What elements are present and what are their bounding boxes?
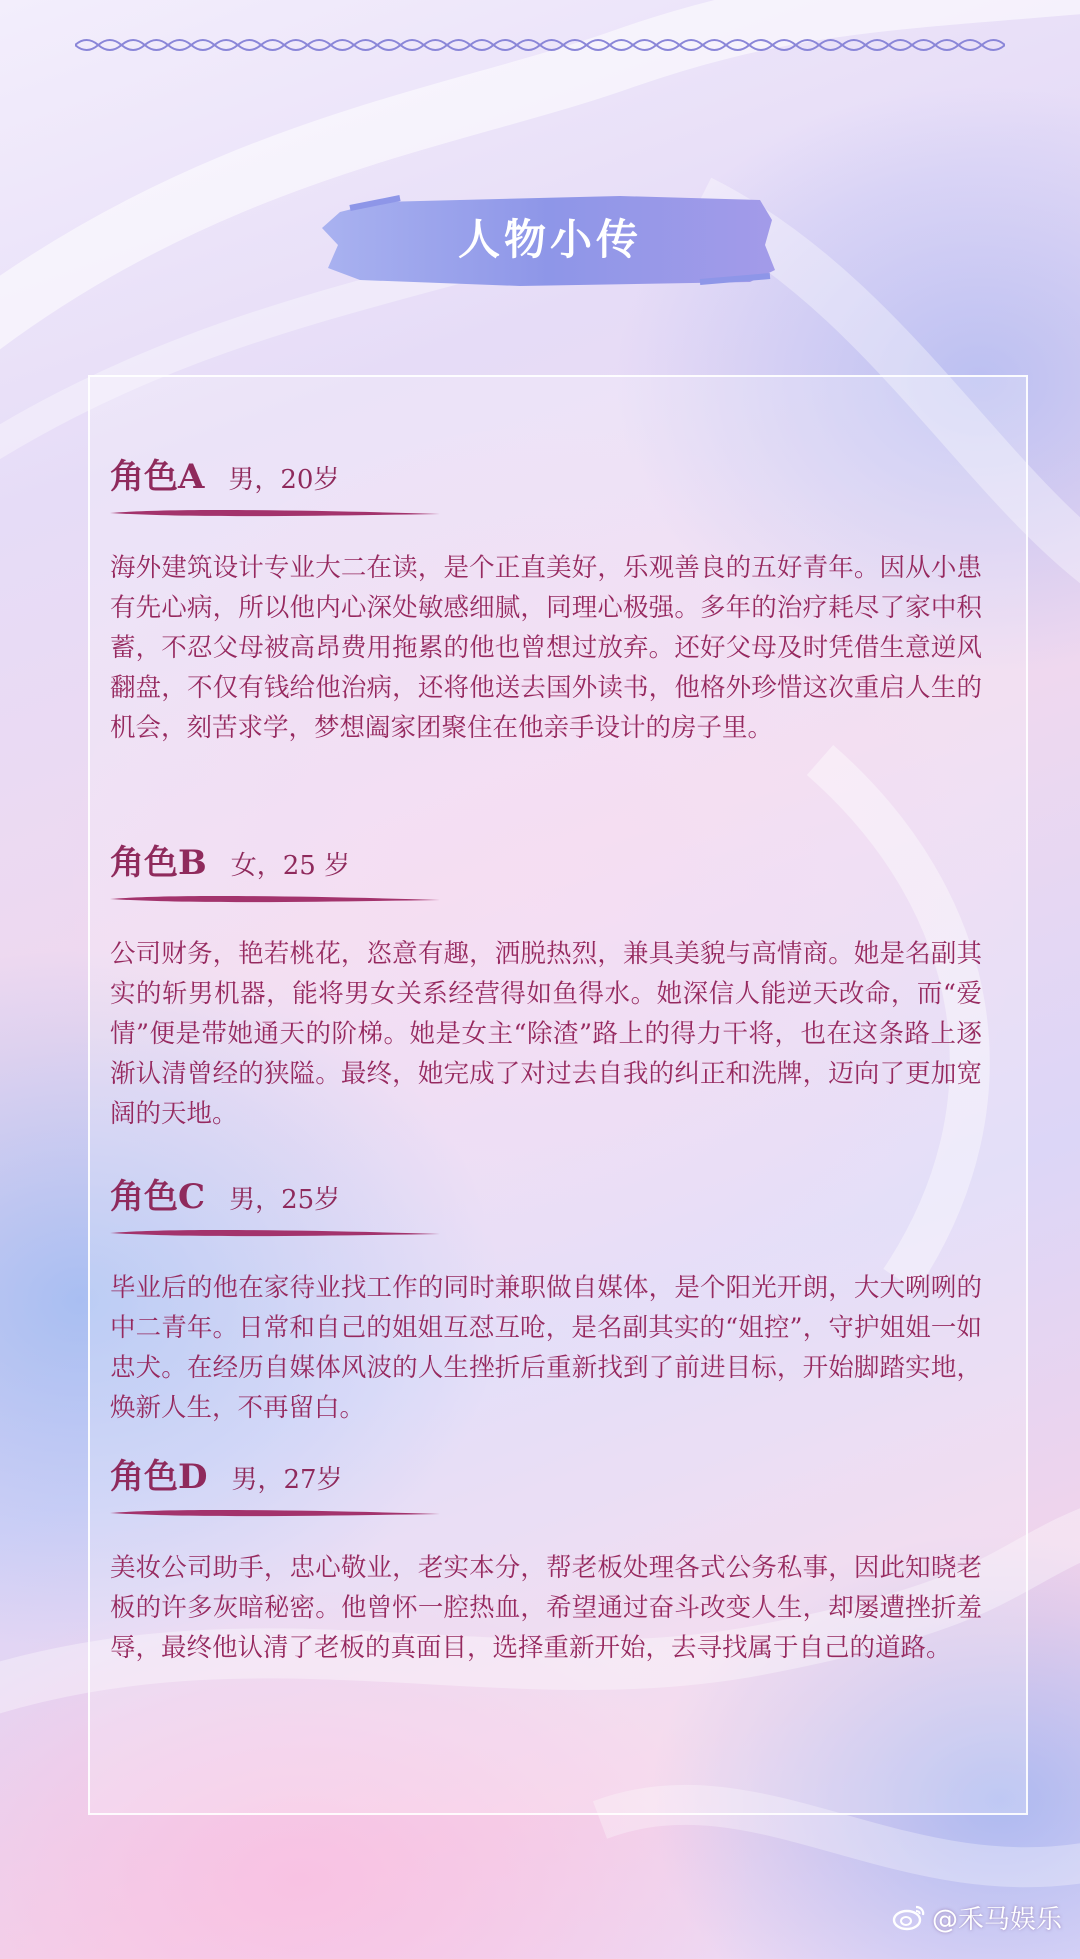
character-bio: 公司财务，艳若桃花，恣意有趣，洒脱热烈，兼具美貌与高情商。她是名副其实的斩男机器，能将男女关系经营得如鱼得水。她深信人能逆天改命，而“爱情”便是带她通天的阶梯。她是女主“除渣”路上的得力干将，也在这条路上逐渐认清曾经的狭隘。最终，她完成了对过去自我的纠正和洗牌，迈向了更加宽阔的天地。 xyxy=(110,939,982,1129)
character-heading xyxy=(110,1452,990,1502)
character-bio: 海外建筑设计专业大二在读，是个正直美好，乐观善良的五好青年。因从小患有先心病，所以他内心深处敏感细腻，同理心极强。多年的治疗耗尽了家中积蓄，不忍父母被高昂费用拖累的他也曾想过放弃。还好父母及时凭借生意逆风翻盘，不仅有钱给他治病，还将他送去国外读书，他格外珍惜这次重启人生的机会，刻苦求学，梦想阖家团聚住在他亲手设计的房子里。 xyxy=(110,553,982,743)
page-title: 人物小传 xyxy=(457,215,642,264)
heading-underline xyxy=(110,1226,440,1240)
character-bio: 美妆公司助手，忠心敬业，老实本分，帮老板处理各式公务私事，因此知晓老板的许多灰暗秘密。他曾怀一腔热血，希望通过奋斗改变人生，却屡遭挫折羞辱，最终他认清了老板的真面目，选择重新开始，去寻找属于自己的道路。 xyxy=(110,1553,982,1663)
character-bio: 毕业后的他在家待业找工作的同时兼职做自媒体，是个阳光开朗，大大咧咧的中二青年。日常和自己的姐姐互怼互呛，是名副其实的“姐控”，守护姐姐一如忠犬。在经历自媒体风波的人生挫折后重新找到了前进目标，开始脚踏实地，焕新人生，不再留白。 xyxy=(110,1273,982,1423)
character-meta: 男，25岁 xyxy=(229,1185,341,1215)
character-name: 角色B xyxy=(110,843,207,883)
character-section xyxy=(110,452,990,748)
watermark-text: @禾马娱乐 xyxy=(931,1904,1062,1935)
heading-underline xyxy=(110,1506,440,1520)
character-section xyxy=(110,1172,990,1428)
character-meta: 男，20岁 xyxy=(228,465,340,495)
heading-underline xyxy=(110,892,440,906)
character-name: 角色C xyxy=(110,1177,206,1217)
top-ornament xyxy=(75,30,1005,60)
watermark xyxy=(892,1897,1062,1937)
character-heading xyxy=(110,838,990,888)
character-section xyxy=(110,838,990,1134)
character-heading xyxy=(110,452,990,502)
title-banner xyxy=(320,190,780,290)
character-meta: 男，27岁 xyxy=(231,1465,343,1495)
character-name: 角色A xyxy=(110,457,205,497)
heading-underline xyxy=(110,506,440,520)
character-section xyxy=(110,1452,990,1668)
character-meta: 女，25 岁 xyxy=(230,851,351,881)
character-heading xyxy=(110,1172,990,1222)
character-name: 角色D xyxy=(110,1457,208,1497)
weibo-icon xyxy=(892,1903,926,1931)
